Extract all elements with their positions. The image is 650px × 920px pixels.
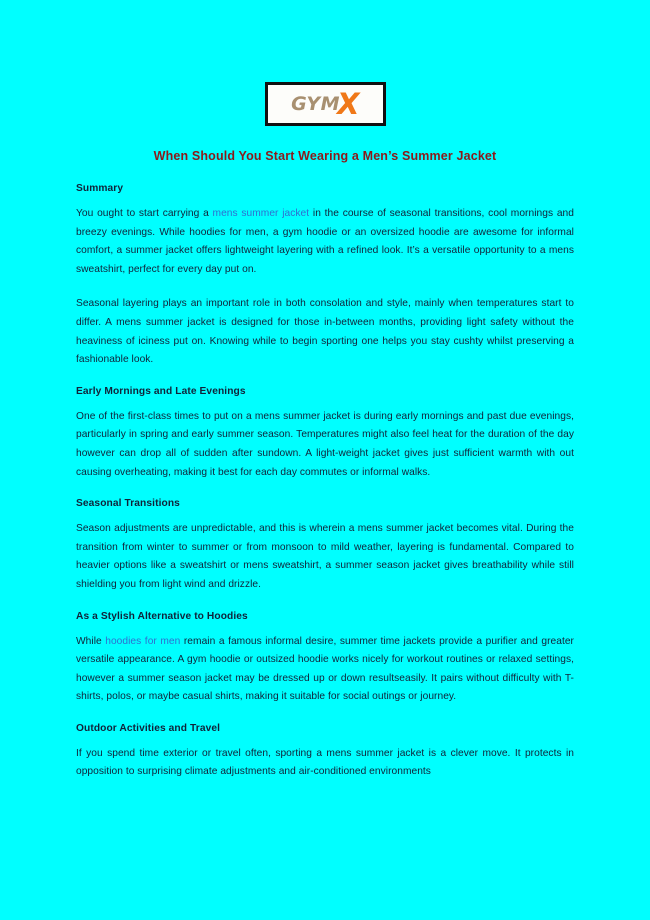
page-title: When Should You Start Wearing a Men’s Summer Jacket bbox=[153, 149, 497, 163]
sections-root bbox=[76, 183, 574, 782]
paragraph-text: in the course of seasonal transitions, cool mornings and breezy evenings. While hoodies for men, a gym hoodie or an oversized hoodie are awesome for informal comfort, a summer jacket offers lightweight layering with a refined look. It’s a versatile opportunity to a mens sweatshirt, perfect for every day put on. bbox=[76, 208, 574, 275]
document-section bbox=[76, 183, 574, 370]
paragraph-text: Season adjustments are unpredictable, and this is wherein a mens summer jacket becomes vital. During the transition from winter to summer or from monsoon to mild weather, layering is fundamental. Compared to heavier options like a sweatshirt or mens sweatshirt, a summer season jacket gives breathability while still shielding you from light wind and drizzle. bbox=[76, 523, 574, 590]
document-body bbox=[0, 183, 650, 782]
paragraph-text: One of the first-class times to put on a mens summer jacket is during early mornings and past due evenings, particularly in spring and early summer season. Temperatures might also feel heat for the duration of the day however can drop all of sudden after sundown. A light-weight jacket gives just sufficient warmth with out causing overheating, making it best for each day commutes or informal walks. bbox=[76, 410, 574, 478]
document-section bbox=[76, 723, 574, 782]
gymx-logo bbox=[265, 82, 386, 126]
section-heading: Early Mornings and Late Evenings bbox=[76, 385, 246, 397]
logo-container bbox=[0, 0, 650, 126]
section-heading: Outdoor Activities and Travel bbox=[76, 722, 221, 734]
body-paragraph bbox=[76, 408, 574, 482]
section-heading: Seasonal Transitions bbox=[76, 498, 180, 510]
document-section bbox=[76, 611, 574, 707]
document-section bbox=[76, 386, 574, 482]
logo-wordmark-x: X bbox=[337, 86, 359, 121]
inline-link[interactable]: hoodies for men bbox=[105, 635, 181, 647]
body-paragraph bbox=[76, 745, 574, 782]
paragraph-text: Seasonal layering plays an important role in both consolation and style, mainly when temperatures start to differ. A mens summer jacket is designed for those in-between months, providing light safety without the heaviness of iciness put on. Knowing while to begin sporting one helps you stay cushty whilst preserving a fashionable look. bbox=[76, 298, 574, 366]
paragraph-text: If you spend time exterior or travel often, sporting a mens summer jacket is a clever move. It protects in opposition to surprising climate adjustments and air-conditioned environments bbox=[76, 747, 574, 778]
body-paragraph bbox=[76, 520, 574, 594]
paragraph-text: While bbox=[76, 635, 106, 647]
document-section bbox=[76, 498, 574, 594]
logo-wordmark-gym: GYM bbox=[291, 92, 341, 115]
body-paragraph bbox=[76, 205, 574, 279]
paragraph-text: remain a famous informal desire, summer time jackets provide a purifier and greater versatile appearance. A gym hoodie or outsized hoodie works nicely for workout routines or relaxed settings, however a summer season jacket may be dressed up or down resultseasily. It pairs without difficulty with T-shirts, polos, or maybe casual shirts, making it suitable for social outings or journey. bbox=[76, 635, 574, 703]
body-paragraph bbox=[76, 633, 574, 707]
logo-text bbox=[291, 86, 359, 121]
paragraph-text: You ought to start carrying a bbox=[76, 208, 213, 219]
inline-link[interactable]: mens summer jacket bbox=[212, 208, 310, 219]
body-paragraph bbox=[76, 295, 574, 369]
section-heading: Summary bbox=[76, 183, 124, 194]
section-heading: As a Stylish Alternative to Hoodies bbox=[76, 610, 248, 622]
